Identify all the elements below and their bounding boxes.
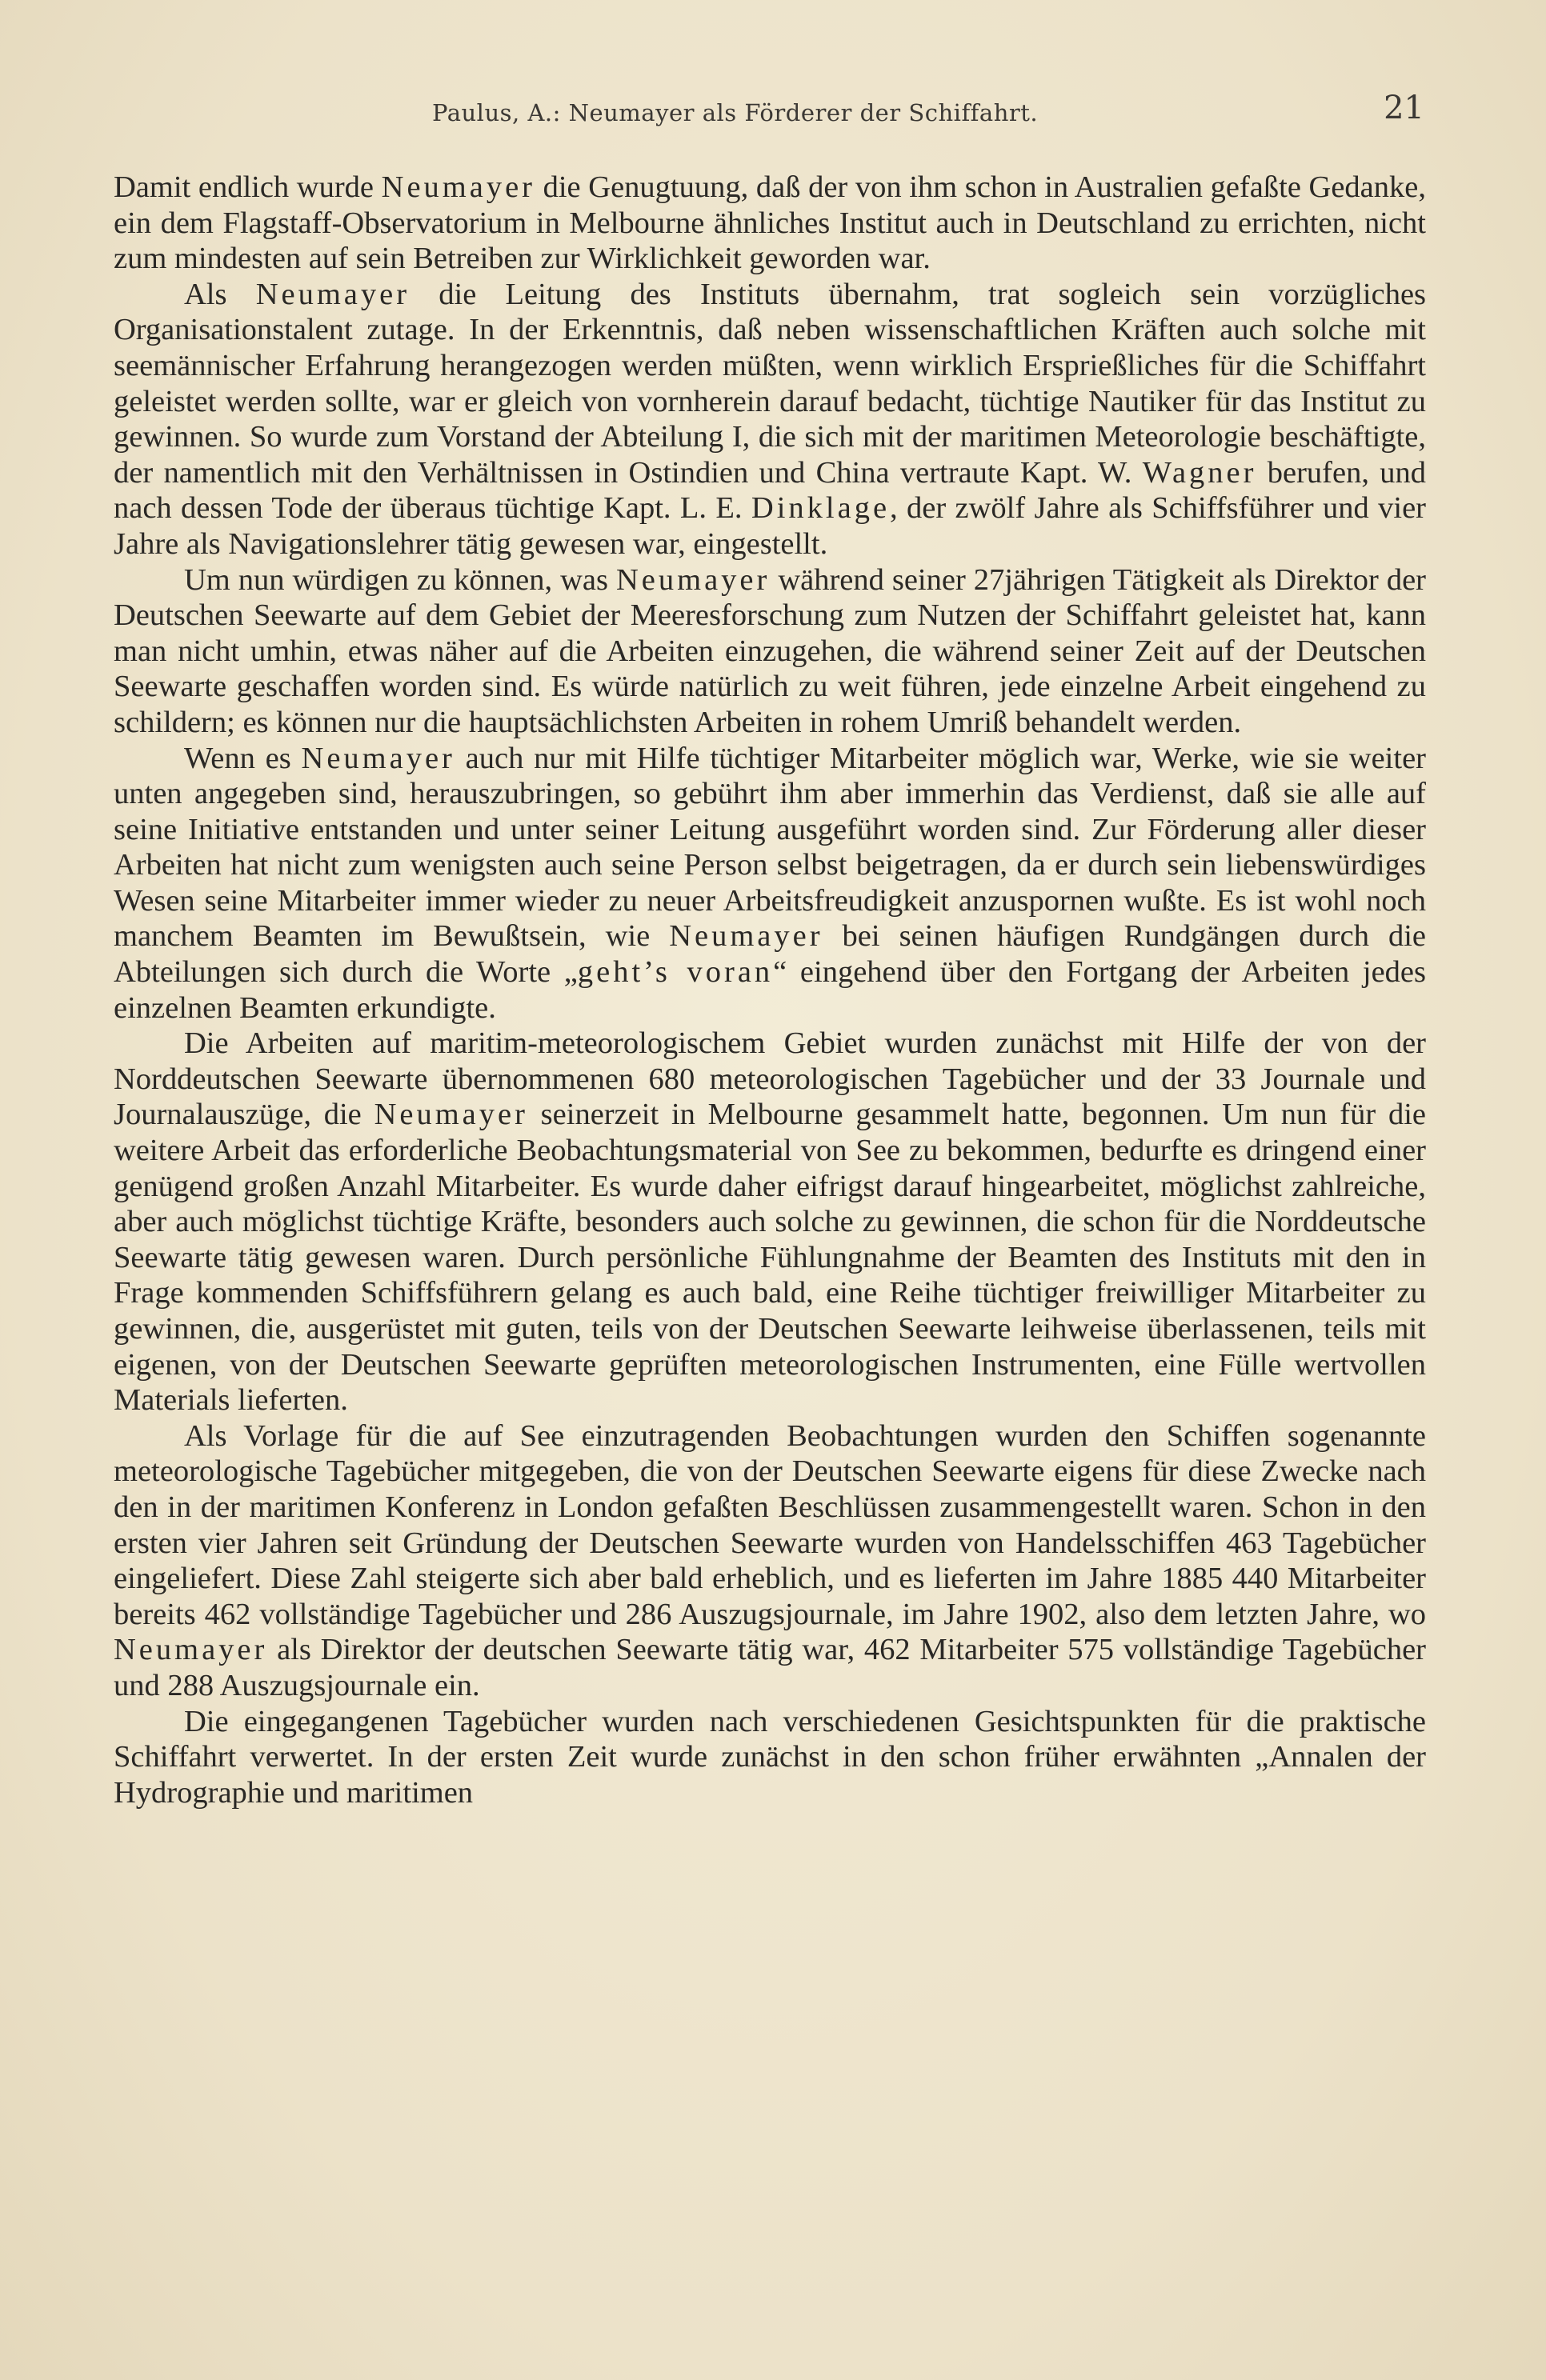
spaced-name: geht’s voran [577,955,774,990]
text-run: Die eingegangenen Tagebücher wurden nach verschiedenen Gesichtspunkten für die praktische Schiffahrt verwertet. In der ersten Zeit wurde zunächst in den schon früher erwähnten „Annalen der Hydrographie und maritimen [114,1704,1426,1810]
paragraph-6 [114,1418,1426,1704]
text-run: “ eingehend über den Fortgang der Arbeiten jedes einzelnen Beamten erkundigte. [114,955,1426,1025]
text-run: auch nur mit Hilfe tüchtiger Mitarbeiter möglich war, Werke, wie sie weiter unten angegeben sind, herauszubringen, so gebührt ihm aber immerhin das Verdienst, daß sie alle auf seine Initiative entstanden und unter seiner Leitung ausgeführt worden sind. Zur Förderung aller dieser Arbeiten hat nicht zum wenigsten auch seine Person selbst beigetragen, da er durch sein liebenswürdiges Wesen seine Mitarbeiter immer wieder zu neuer Arbeitsfreudigkeit anzuspornen wußte. Es ist wohl noch manchem Beamten im Bewußtsein, wie [114,741,1426,954]
spaced-name: Neumayer [301,741,455,775]
text-run: die Genugtuung, daß der von ihm schon in Australien gefaßte Gedanke, ein dem Flagstaff-Observatorium in Melbourne ähnliches Institut auch in Deutschland zu errichten, nicht zum mindesten auf sein Betreiben zur Wirklichkeit geworden war. [114,170,1426,276]
spaced-name: Neumayer [669,919,823,954]
body-text [114,170,1426,1810]
text-run: als Direktor der deutschen Seewarte tätig war, 462 Mitarbeiter 575 vollständige Tagebücher und 288 Auszugsjournale ein. [114,1633,1426,1702]
text-run: , der zwölf Jahre als Schiffsführer und vier Jahre als Navigationslehrer tätig gewesen war, eingestellt. [114,491,1426,561]
page-header [432,90,1424,138]
spaced-name: Neumayer [114,1633,268,1667]
text-run: Damit endlich wurde [114,170,382,204]
text-run: berufen, und nach dessen Tode der überaus tüchtige Kapt. L. E. [114,455,1426,526]
paragraph-3 [114,562,1426,741]
paragraph-4 [114,741,1426,1026]
text-run: Die Arbeiten auf maritim-meteorologischem Gebiet wurden zunächst mit Hilfe der von der Norddeutschen Seewarte übernommenen 680 meteorologischen Tagebücher und der 33 Journale und Journalauszüge, die [114,1026,1426,1132]
paragraph-2 [114,277,1426,562]
spaced-name: Neumayer [374,1098,528,1132]
spaced-name: Dinklage [751,491,891,526]
text-run: bei seinen häufigen Rundgängen durch die Abteilungen sich durch die Worte „ [114,919,1426,990]
page-number: 21 [1384,90,1424,126]
paragraph-7 [114,1704,1426,1811]
text-run: Als [184,277,256,311]
running-head: Paulus, A.: Neumayer als Förderer der Schiffahrt. [432,99,1039,126]
spaced-name: Wagner [1142,455,1257,490]
text-run: Wenn es [184,741,302,775]
text-run: Um nun würdigen zu können, was [184,562,616,597]
text-run: während seiner 27jährigen Tätigkeit als Direktor der Deutschen Seewarte auf dem Gebiet der Meeresforschung zum Nutzen der Schiffahrt geleistet hat, kann man nicht umhin, etwas näher auf die Arbeiten einzugehen, die während seiner Zeit auf der Deutschen Seewarte geschaffen worden sind. Es würde natürlich zu weit führen, jede einzelne Arbeit eingehend zu schildern; es können nur die hauptsächlichsten Arbeiten in rohem Umriß behandelt werden. [114,562,1426,739]
spaced-name: Neumayer [255,277,411,311]
text-run: die Leitung des Instituts übernahm, trat sogleich sein vorzügliches Organisationstalent zutage. In der Erkenntnis, daß neben wissenschaftlichen Kräften auch solche mit seemännischer Erfahrung herangezogen werden müßten, wenn wirklich Ersprießliches für die Schiffahrt geleistet werden sollte, war er gleich von vornherein darauf bedacht, tüchtige Nautiker für das Institut zu gewinnen. So wurde zum Vorstand der Abteilung I, die sich mit der maritimen Meteorologie beschäftigte, der namentlich mit den Verhältnissen in Ostindien und China vertraute Kapt. W. [114,277,1427,490]
paragraph-5 [114,1026,1426,1418]
paragraph-1 [114,170,1426,277]
text-run: Als Vorlage für die auf See einzutragenden Beobachtungen wurden den Schiffen sogenannte meteorologische Tagebücher mitgegeben, die von der Deutschen Seewarte eigens für diese Zwecke nach den in der maritimen Konferenz in London gefaßten Beschlüssen zusammengestellt waren. Schon in den ersten vier Jahren seit Gründung der Deutschen Seewarte wurden von Handelsschiffen 463 Tagebücher eingeliefert. Diese Zahl steigerte sich aber bald erheblich, und es lieferten im Jahre 1885 440 Mitarbeiter bereits 462 vollständige Tagebücher und 286 Auszugsjournale, im Jahre 1902, also dem letzten Jahre, wo [114,1418,1426,1631]
spaced-name: Neumayer [381,170,535,204]
spaced-name: Neumayer [616,562,771,597]
text-run: seinerzeit in Melbourne gesammelt hatte, begonnen. Um nun für die weitere Arbeit das erforderliche Beobachtungsmaterial von See zu bekommen, bedurfte es dringend einer genügend großen Anzahl Mitarbeiter. Es wurde daher eifrigst darauf hingearbeitet, möglichst zahlreiche, aber auch möglichst tüchtige Kräfte, besonders auch solche zu gewinnen, die schon für die Norddeutsche Seewarte tätig gewesen waren. Durch persönliche Fühlungnahme der Beamten des Instituts mit den in Frage kommenden Schiffsführern gelang es auch bald, eine Reihe tüchtiger freiwilliger Mitarbeiter zu gewinnen, die, ausgerüstet mit guten, teils von der Deutschen Seewarte leihweise überlassenen, teils mit eigenen, von der Deutschen Seewarte geprüften meteorologischen Instrumenten, eine Fülle wertvollen Materials lieferten. [114,1098,1427,1418]
